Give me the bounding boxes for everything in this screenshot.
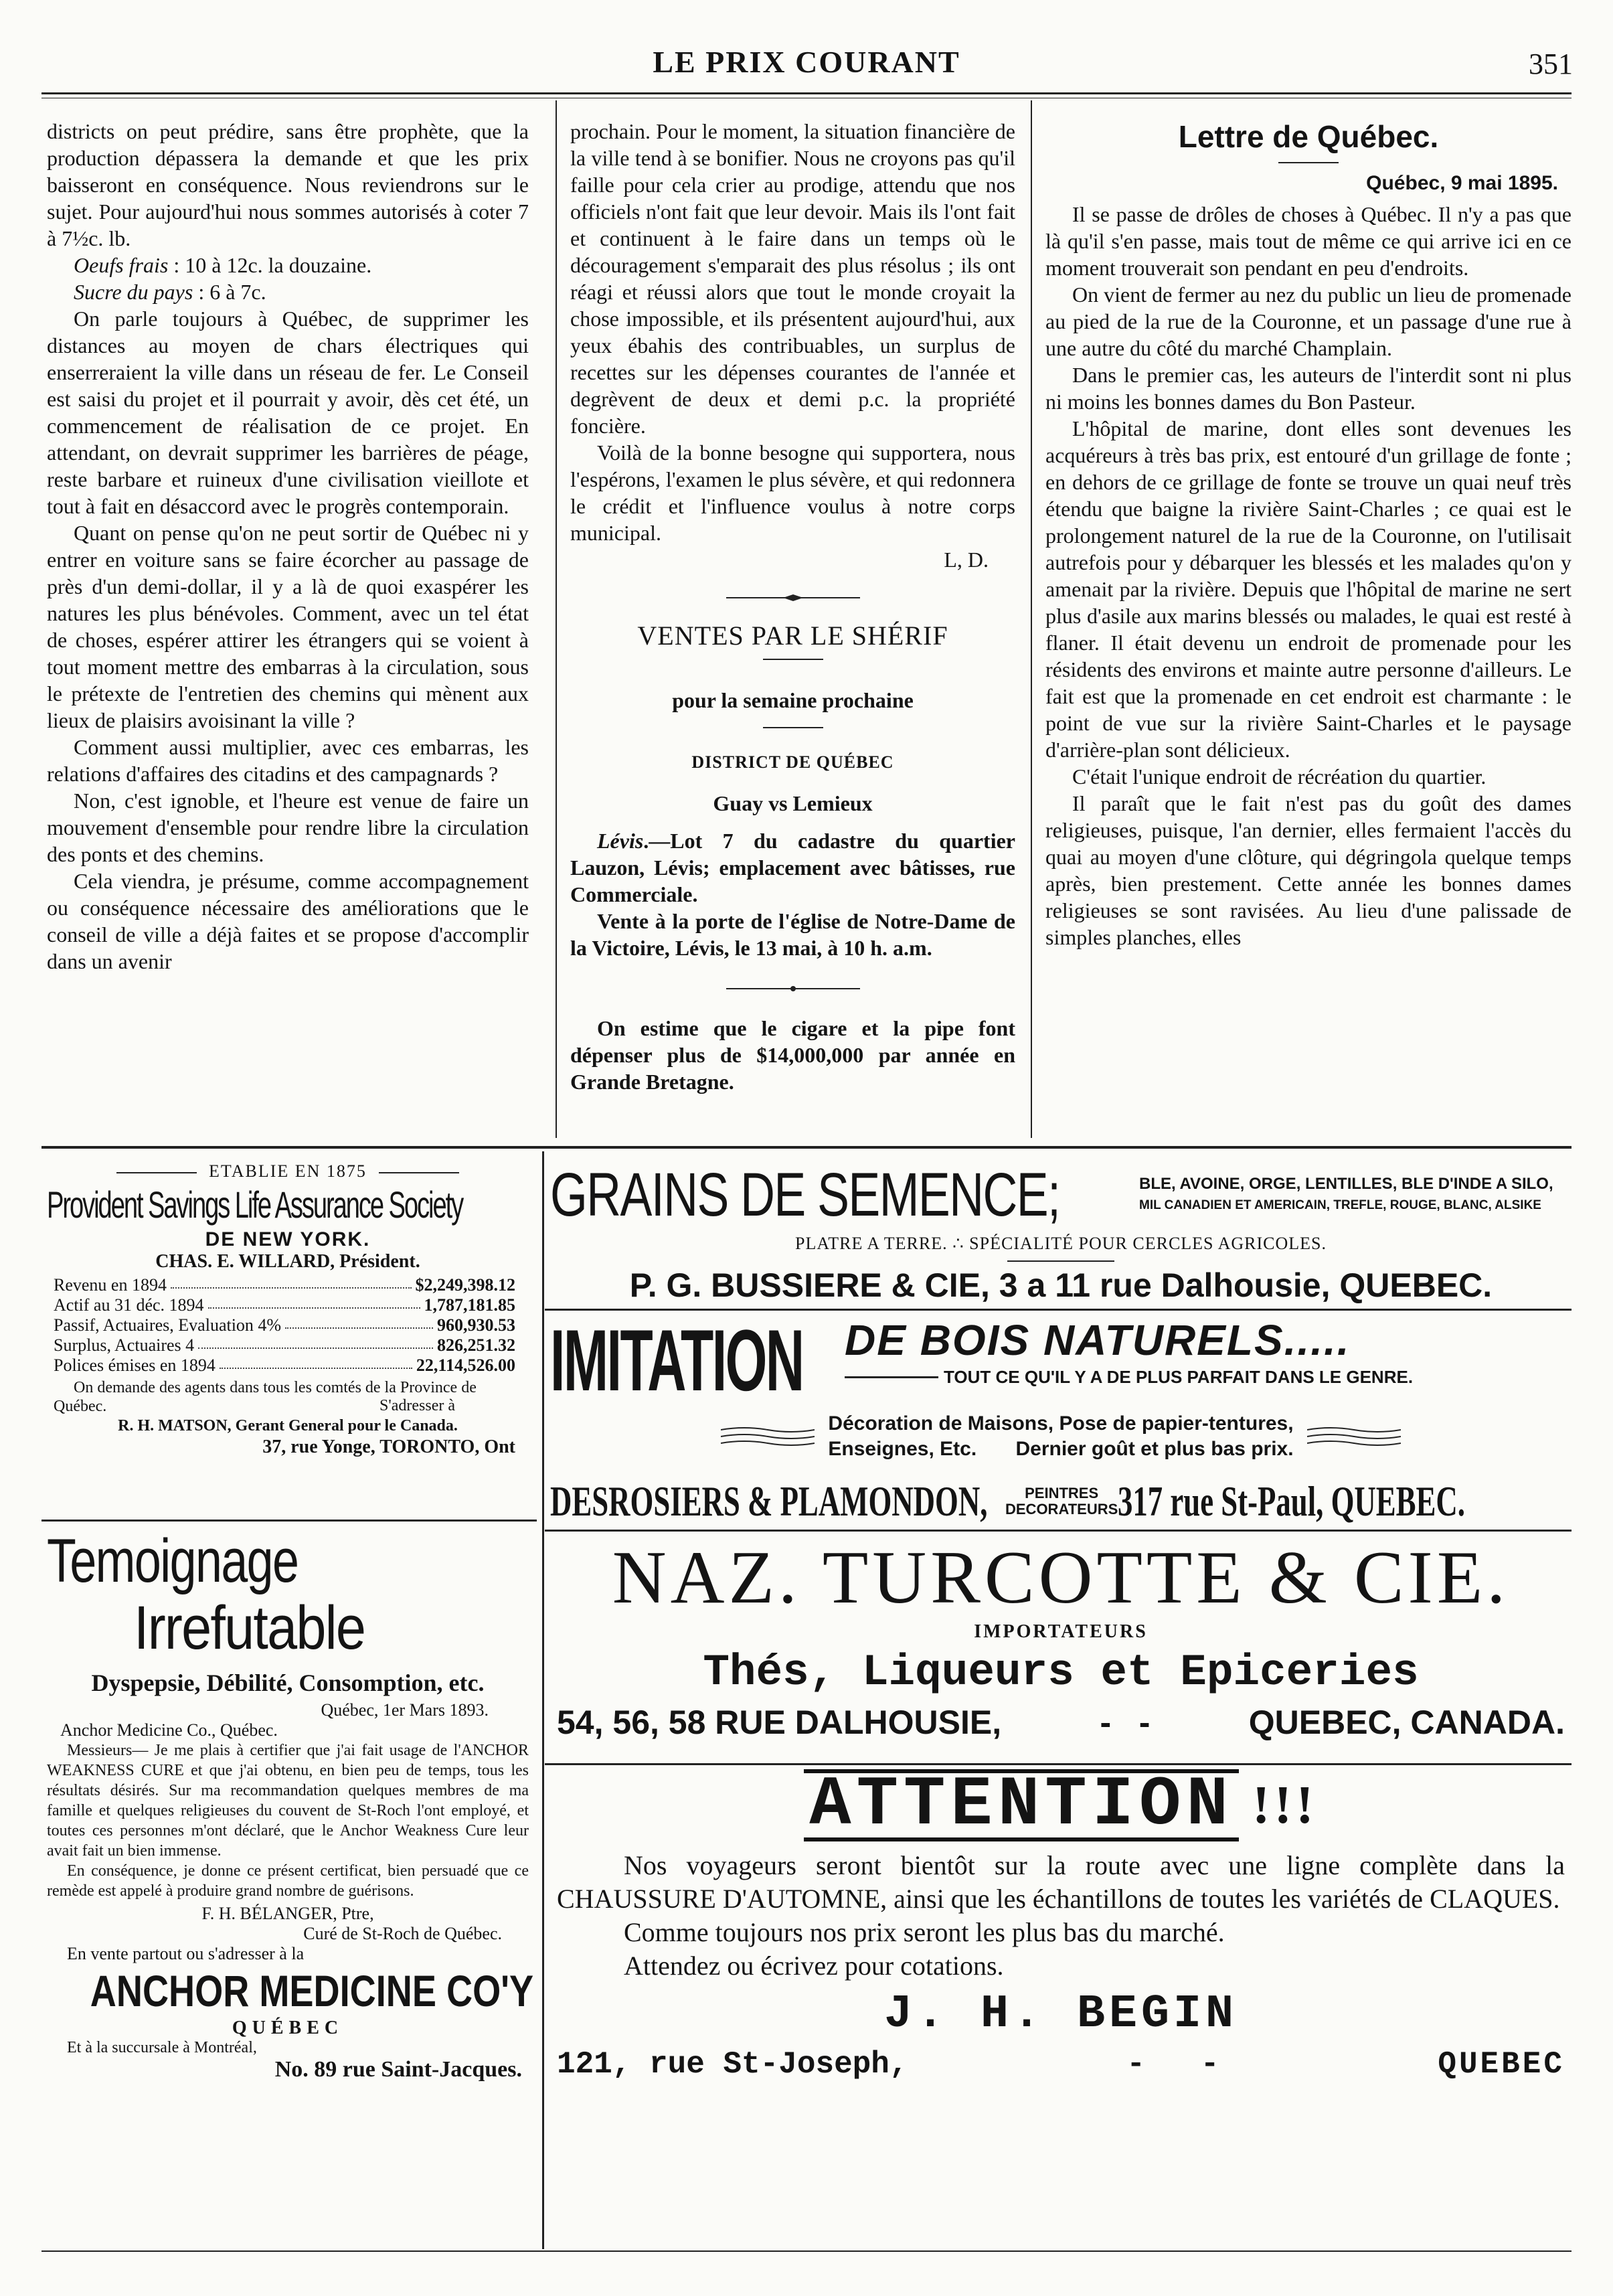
paragraph: Comment aussi multiplier, avec ces embarras, les relations d'affaires des citadins et des campagnards ? xyxy=(47,735,529,786)
column-rule xyxy=(1031,100,1032,1138)
ad-separator xyxy=(545,1309,1572,1311)
ornament-divider xyxy=(570,973,1015,1000)
header-rule xyxy=(41,92,1572,94)
page-number: 351 xyxy=(1529,48,1573,80)
row-label: Polices émises en 1894 xyxy=(54,1356,216,1375)
table-row xyxy=(54,1295,515,1315)
address: 37, rue Yonge, TORONTO, Ont xyxy=(262,1437,515,1457)
attention-header xyxy=(550,1766,1572,1845)
branch: Et à la succursale à Montréal, xyxy=(67,2039,257,2056)
ornament-divider xyxy=(570,582,1015,609)
services-text xyxy=(828,1411,1293,1462)
services-line2 xyxy=(828,1437,1293,1462)
grains-title: GRAINS DE SEMENCE; xyxy=(550,1161,1060,1229)
row-value: 960,930.53 xyxy=(437,1315,515,1335)
letter-date: Québec, 1er Mars 1893. xyxy=(321,1700,489,1720)
ad-temoignage xyxy=(47,1527,534,2082)
paragraph: Il paraît que le fait n'est pas du goût des dames religieuses, puisque, l'an dernier, elles fermaient l'accès du quai au moyen d'une clôture, qui dégringola quelque temps après, bien prestement. Cette année les bonnes dames religieuses se sont ravisées. Au lieu d'une palissade de simples planches, elles xyxy=(1045,791,1572,949)
ad-column-rule xyxy=(542,1151,544,2249)
address-to: S'adresser à xyxy=(379,1397,455,1414)
paragraph: C'était l'unique endroit de récréation du quartier. xyxy=(1072,764,1487,789)
page-header-title: LE PRIX COURANT xyxy=(653,45,960,79)
turcotte-address-row xyxy=(550,1703,1572,1742)
attention-line: Attendez ou écrivez pour cotations. xyxy=(624,1951,1004,1981)
services-item: Enseignes, Etc. xyxy=(828,1438,977,1460)
ad-provident xyxy=(47,1161,529,1458)
article-title: Lettre de Québec. xyxy=(1178,119,1439,154)
article-column-2 xyxy=(570,118,1015,1095)
row-value: 826,251.32 xyxy=(437,1335,515,1355)
services-item: Dernier goût et plus bas prix. xyxy=(1015,1438,1294,1460)
ad-attention xyxy=(550,1766,1572,2082)
price-label: Oeufs frais xyxy=(74,253,169,277)
grains-company: P. G. BUSSIERE & CIE, 3 a 11 rue Dalhousie, QUEBEC. xyxy=(629,1266,1493,1304)
table-row xyxy=(54,1315,515,1335)
letter-body: En conséquence, je donne ce présent certificat, bien persuadé que ce remède est appelé à produire grand nombre de guérisons. xyxy=(47,1862,529,1900)
headline-2 xyxy=(47,1594,529,1661)
imitation-sub-block xyxy=(845,1313,1572,1388)
case-name: Guay vs Lemieux xyxy=(713,791,873,815)
company-name: Provident Savings Life Assurance Society xyxy=(47,1183,463,1226)
begin-city: QUEBEC xyxy=(1438,2047,1565,2082)
headline-1 xyxy=(47,1528,529,1594)
turcotte-name: NAZ. TURCOTTE & CIE. xyxy=(612,1536,1510,1619)
lot-description: .—Lot 7 du cadastre du quartier Lauzon, Lévis; emplacement avec bâtisses, rue Commerciale. xyxy=(570,829,1015,906)
short-rule xyxy=(763,659,823,660)
paragraph: L'hôpital de marine, dont elles sont devenues les acquéreurs à très bas prix, est entouré d'un grillage de fonte ; en dehors de ce grillage de fonte se trouve un quai neuf très étendu que baigne la rivière Saint-Charles ; ce quai est le prolongement naturel de la rue de la Couronne, on l'utilisait autrefois pour y débarquer les blessés et les malades qu'on y amenait par la rivière. Depuis que l'hôpital de marine ne sert plus d'asile aux marins blessés ou malades, le quai est resté à flaner. Il était devenu un endroit de promenade pour les résidents des environs et mainte autre personne d'ailleurs. Le fait est que la promenade en cet endroit est charmante : le point de vue sur la rivière Saint-Charles et le paysage d'arrière-plan sont délicieux. xyxy=(1045,416,1572,762)
paragraph: prochain. Pour le moment, la situation financière de la ville tend à se bonifier. Nous ne croyons pas qu'il faille pour cela crier au prodige, attendu que nos officiels n'ont fait que leur devoir. Mais ils l'ont fait et continuent à le faire dans un temps où le découragement s'emparait des plus résolus ; ils ont réagi et réussi alors que tout le monde croyait la chose impossible, et ils présentent aujourd'hui, aux yeux ébahis des contribuables, un surplus de recettes sur les dépenses courantes de l'année et degrèvent de deux et demi p.c. la propriété foncière. xyxy=(570,119,1015,438)
company-city: DE NEW YORK. xyxy=(205,1228,371,1250)
table-row xyxy=(54,1275,515,1295)
brand: ANCHOR MEDICINE CO'Y xyxy=(90,1966,534,2016)
imitation-trade xyxy=(1005,1485,1118,1518)
turcotte-address: 54, 56, 58 RUE DALHOUSIE, xyxy=(557,1704,1002,1741)
signature: L, D. xyxy=(944,548,989,572)
trade-line: DECORATEURS xyxy=(1005,1501,1118,1518)
row-value: 1,787,181.85 xyxy=(424,1295,515,1315)
row-value: $2,249,398.12 xyxy=(415,1275,515,1295)
imitation-tagline: TOUT CE QU'IL Y A DE PLUS PARFAIT DANS LE GENRE. xyxy=(944,1367,1414,1387)
ad-separator xyxy=(41,1520,537,1522)
headline-word: Temoignage xyxy=(47,1527,299,1595)
headline-word: Irrefutable xyxy=(134,1594,365,1662)
short-rule xyxy=(763,727,823,728)
financial-table xyxy=(47,1273,529,1378)
grains-items-line: MIL CANADIEN ET AMERICAIN, TREFLE, ROUGE, BLANC, ALSIKE xyxy=(1139,1198,1541,1212)
established-line xyxy=(47,1161,529,1181)
ad-separator xyxy=(545,1530,1572,1532)
attention-body: Nos voyageurs seront bientôt sur la route avec une ligne complète dans la CHAUSSURE D'AUTOMNE, ainsi que les échantillons de toutes les variétés de CLAQUES. xyxy=(557,1850,1565,1914)
ad-turcotte xyxy=(550,1534,1572,1742)
grains-items xyxy=(1139,1173,1553,1216)
paragraph: districts on peut prédire, sans être prophète, que la production dépassera la demande et que les prix baisseront en conséquence. Nous reviendrons sur le sujet. Pour aujourd'hui nous sommes autorisés à coter 7 à 7½c. lb. xyxy=(47,119,529,250)
attention-title: ATTENTION xyxy=(804,1769,1239,1841)
paragraph: Voilà de la bonne besogne qui supportera, nous l'espérons, l'examen le plus sévère, et qui redonnera le crédit et l'influence voulus à notre corps municipal. xyxy=(570,440,1015,545)
lot-location: Lévis xyxy=(597,829,644,853)
page-bottom-rule xyxy=(41,2250,1572,2252)
attention-marks: !!! xyxy=(1252,1775,1318,1835)
imitation-services xyxy=(550,1411,1572,1462)
ad-imitation xyxy=(550,1313,1572,1532)
section-rule xyxy=(41,1146,1572,1149)
sale-info: En vente partout ou s'adresser à la xyxy=(67,1944,305,1963)
established-text: ETABLIE EN 1875 xyxy=(209,1161,367,1181)
trade-line: PEINTRES xyxy=(1025,1485,1099,1501)
grains-items-line: BLE, AVOINE, ORGE, LENTILLES, BLE D'INDE A SILO, xyxy=(1139,1175,1553,1193)
row-label: Passif, Actuaires, Evaluation 4% xyxy=(54,1315,282,1335)
signer: F. H. BÉLANGER, Ptre, xyxy=(201,1904,374,1923)
sale-lot xyxy=(570,827,1015,908)
price-value: : 10 à 12c. la douzaine. xyxy=(168,253,372,277)
paragraph: Il se passe de drôles de choses à Québec. Il n'y a pas que là qu'il s'en passe, mais tout de même ce qui arrive ici en ce moment trouverait son pendant en peu d'endroits. xyxy=(1045,202,1572,280)
table-row xyxy=(54,1335,515,1356)
agents-text: On demande des agents dans tous les comtés de la Province de Québec. xyxy=(54,1379,477,1415)
signer-title: Curé de St-Roch de Québec. xyxy=(303,1924,502,1943)
section-subtitle: pour la semaine prochaine xyxy=(672,688,914,712)
turcotte-goods: Thés, Liqueurs et Epiceries xyxy=(703,1647,1419,1698)
paragraph: Quant on pense qu'on ne peut sortir de Québec ni y entrer en voiture sans se faire écorcher au passage de près d'un demi-dollar, il y a là de quoi exaspérer les natures les plus bénévoles. Comment, avec un tel état de choses, espérer attirer les étrangers qui se voient à tout moment mettre des embarras à la circulation, sous le prétexte de l'entretien des chemins qui mènent aux lieux de plaisirs avoisinant la ville ? xyxy=(47,521,529,732)
ad-separator xyxy=(545,1763,1572,1765)
president: CHAS. E. WILLARD, Président. xyxy=(155,1251,420,1272)
table-row xyxy=(54,1356,515,1376)
column-rule xyxy=(556,100,557,1138)
letter-company: Anchor Medicine Co., Québec. xyxy=(60,1720,278,1740)
price-line xyxy=(47,252,529,278)
imitation-company-row xyxy=(550,1471,1572,1532)
branch-address: No. 89 rue Saint-Jacques. xyxy=(274,2057,522,2082)
row-label: Revenu en 1894 xyxy=(54,1275,167,1295)
dateline: Québec, 9 mai 1895. xyxy=(1366,172,1558,194)
imitation-sub: DE BOIS NATURELS..... xyxy=(845,1316,1351,1364)
paragraph: Non, c'est ignoble, et l'heure est venue de faire un mouvement d'ensemble pour rendre libre la circulation des ponts et des chemins. xyxy=(47,789,529,866)
turcotte-role: IMPORTATEURS xyxy=(974,1621,1148,1642)
begin-dashes: - - xyxy=(1126,2047,1219,2082)
grains-line: PLATRE A TERRE. ∴ SPÉCIALITÉ POUR CERCLES AGRICOLES. xyxy=(795,1234,1327,1253)
manager: R. H. MATSON, Gerant General pour le Canada. xyxy=(118,1417,458,1434)
paragraph: On vient de fermer au nez du public un lieu de promenade au pied de la rue de la Couronne, et un passage d'une rue à une autre du côté du marché Champlain. xyxy=(1045,282,1572,360)
short-rule xyxy=(1278,162,1339,163)
brand-city: QUÉBEC xyxy=(232,2018,344,2038)
row-label: Surplus, Actuaires 4 xyxy=(54,1335,195,1355)
grains-header xyxy=(550,1161,1572,1228)
ailments: Dyspepsie, Débilité, Consomption, etc. xyxy=(91,1669,485,1696)
begin-name: J. H. BEGIN xyxy=(883,1988,1238,2041)
price-line xyxy=(47,278,529,305)
paragraph: Dans le premier cas, les auteurs de l'interdit sont ni plus ni moins les bonnes dames du Bon Pasteur. xyxy=(1045,363,1572,414)
ornament-waves xyxy=(1307,1424,1401,1449)
paragraph: On parle toujours à Québec, de supprimer les distances au moyen de chars électriques qui enserreraient la ville dans un réseau de fer. Le Conseil est saisi du projet et il pourrait y avoir, dès cet été, un commencement de réalisation de ce projet. En attendant, on devrait supprimer les barrières de péage, reste barbare et ruineux d'une civilisation vieillote et tout à fait en désaccord avec le progrès contemporain. xyxy=(47,307,529,518)
begin-address-row xyxy=(550,2047,1572,2082)
section-title: VENTES PAR LE SHÉRIF xyxy=(637,621,948,651)
imitation-tagline-row xyxy=(845,1367,1572,1388)
imitation-header xyxy=(550,1313,1572,1407)
ornament-waves xyxy=(721,1424,815,1449)
price-value: : 6 à 7c. xyxy=(193,280,266,304)
turcotte-dashes: - - xyxy=(1100,1704,1151,1741)
begin-address: 121, rue St-Joseph, xyxy=(557,2047,908,2082)
imitation-company: DESROSIERS & PLAMONDON, xyxy=(550,1477,988,1525)
sale-place: Vente à la porte de l'église de Notre-Dame de la Victoire, Lévis, le 13 mai, à 10 h. a.m. xyxy=(570,909,1015,960)
paragraph: On estime que le cigare et la pipe font dépenser plus de $14,000,000 par année en Grande Bretagne. xyxy=(570,1016,1015,1094)
letter-body: Messieurs— Je me plais à certifier que j'ai fait usage de l'ANCHOR WEAKNESS CURE et que j'ai obtenu, en bien peu de temps, tous les résultats désirés. Sur ma recommandation quelques membres de ma famille et quelques religieuses du couvent de St-Roch l'ont employé, et toutes ces personnes m'ont déclaré, que le Anchor Weakness Cure leur avait fait un bien immense. xyxy=(47,1742,529,1860)
row-value: 22,114,526.00 xyxy=(416,1356,515,1375)
imitation-title: IMITATION xyxy=(550,1311,803,1409)
district-label: DISTRICT DE QUÉBEC xyxy=(691,752,894,772)
row-label: Actif au 31 déc. 1894 xyxy=(54,1295,204,1315)
attention-line: Comme toujours nos prix seront les plus bas du marché. xyxy=(624,1917,1225,1947)
paragraph: Cela viendra, je présume, comme accompagnement ou conséquence nécessaire des améliorations que le conseil de ville a déjà faites et se propose d'accomplir dans un avenir xyxy=(47,869,529,973)
article-column-3 xyxy=(1045,118,1572,951)
imitation-address: 317 rue St-Paul, QUEBEC. xyxy=(1118,1477,1466,1525)
turcotte-city: QUEBEC, CANADA. xyxy=(1248,1704,1565,1741)
ad-grains xyxy=(550,1161,1572,1309)
price-label: Sucre du pays xyxy=(74,280,193,304)
services-line: Décoration de Maisons, Pose de papier-tentures, xyxy=(828,1412,1294,1434)
article-column-1 xyxy=(47,118,529,975)
